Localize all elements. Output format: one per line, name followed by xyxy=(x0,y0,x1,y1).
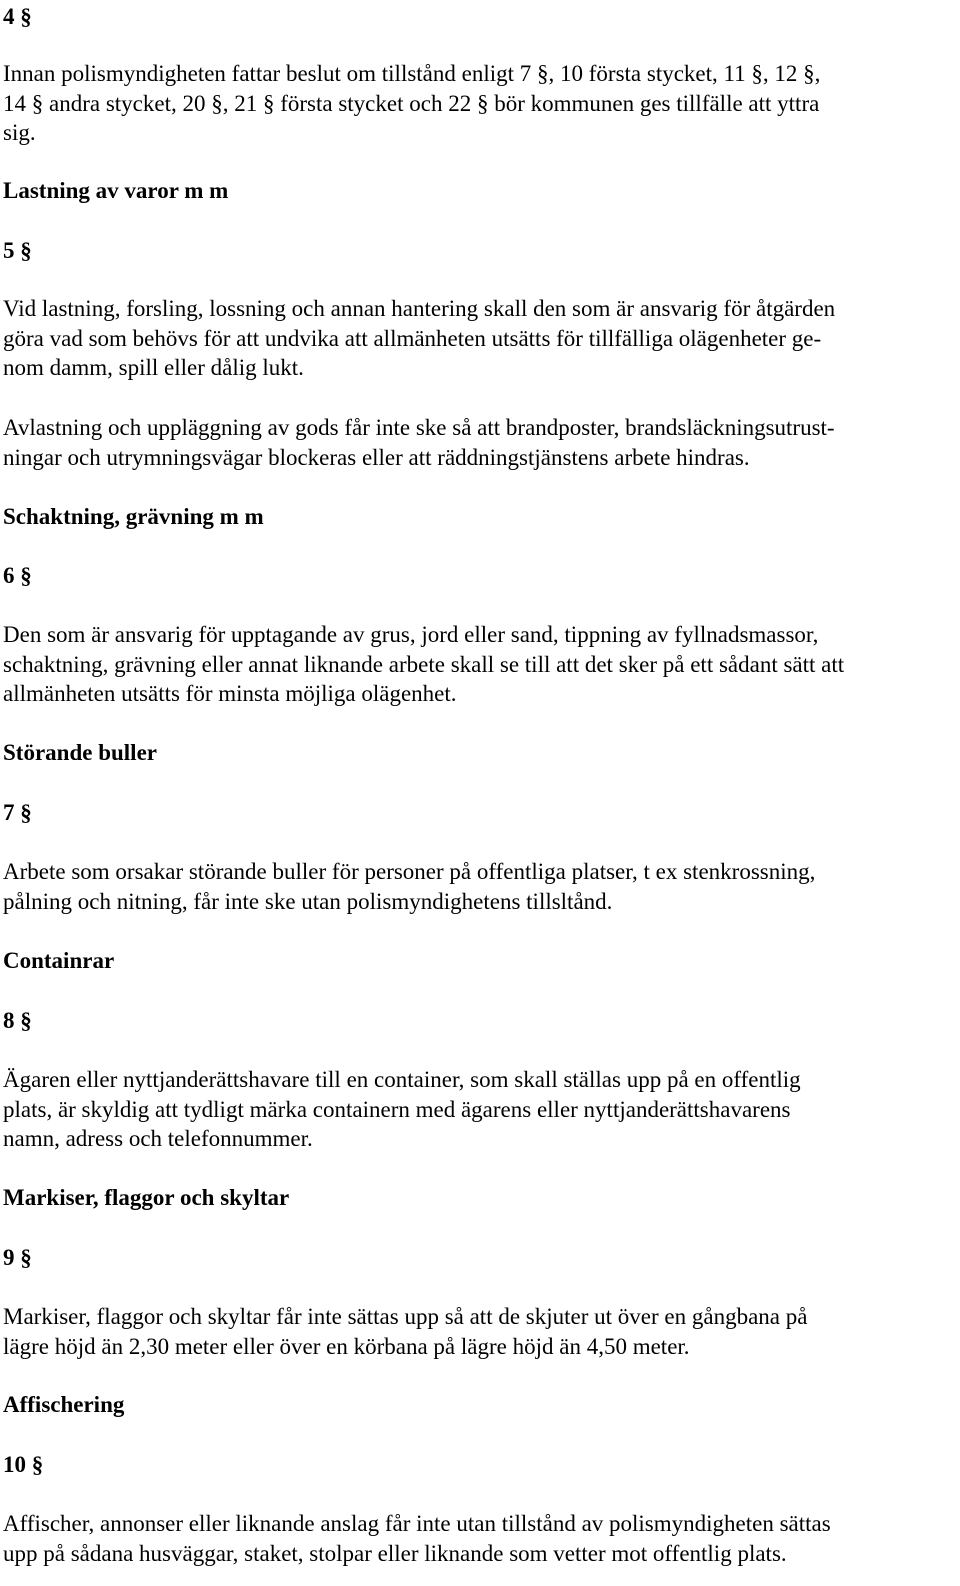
text-line: Markiser, flaggor och skyltar xyxy=(3,1185,290,1210)
paragraph-number-7 xyxy=(3,798,953,828)
text-line: Störande buller xyxy=(3,740,157,765)
text-line: göra vad som behövs för att undvika att allmänheten utsätts för tillfälliga olägenheter ge- xyxy=(3,325,822,351)
text-line: 7 § xyxy=(3,800,32,825)
section-heading-lastning xyxy=(3,176,953,206)
text-line: Arbete som orsakar störande buller för personer på offentliga platser, t ex stenkrossning, xyxy=(3,859,816,884)
section-heading-schaktning xyxy=(3,502,953,532)
paragraph-number-5 xyxy=(3,236,953,266)
text-line: 10 § xyxy=(3,1452,44,1477)
text-line: 14 § andra stycket, 20 §, 21 § första stycket och 22 § bör kommunen ges tillfälle att yttra xyxy=(3,90,820,116)
section-heading-markiser xyxy=(3,1183,953,1213)
text-line: Affischering xyxy=(3,1392,125,1417)
text-line: Markiser, flaggor och skyltar får inte sättas upp så att de skjuter ut över en gångbana på xyxy=(3,1304,808,1329)
section-heading-containrar xyxy=(3,946,953,976)
paragraph-text-9 xyxy=(3,1302,953,1361)
paragraph-text-5b xyxy=(3,413,953,472)
text-line: 5 § xyxy=(3,238,32,263)
paragraph-number-10 xyxy=(3,1450,953,1480)
paragraph-number-9 xyxy=(3,1243,953,1273)
text-line: Affischer, annonser eller liknande anslag får inte utan tillstånd av polismyndigheten sättas xyxy=(3,1511,831,1536)
paragraph-text-4 xyxy=(3,59,953,148)
section-heading-affischering xyxy=(3,1390,953,1420)
text-line: schaktning, grävning eller annat liknande arbete skall se till att det sker på ett sådant sätt att xyxy=(3,651,845,677)
text-line: nom damm, spill eller dålig lukt. xyxy=(3,355,304,380)
paragraph-text-5a xyxy=(3,294,953,383)
text-line: Containrar xyxy=(3,948,115,973)
text-line: Lastning av varor m m xyxy=(3,178,229,203)
text-line: allmänheten utsätts för minsta möjliga olägenhet. xyxy=(3,681,457,706)
text-line: 9 § xyxy=(3,1245,32,1270)
text-line: Innan polismyndigheten fattar beslut om tillstånd enligt 7 §, 10 första stycket, 11 §, 12 §, xyxy=(3,61,821,86)
text-line: lägre höjd än 2,30 meter eller över en körbana på lägre höjd än 4,50 meter. xyxy=(3,1333,690,1359)
text-line: 4 § xyxy=(3,4,32,29)
paragraph-text-8 xyxy=(3,1065,953,1154)
paragraph-text-7 xyxy=(3,857,953,916)
section-heading-buller xyxy=(3,738,953,768)
text-line: namn, adress och telefonnummer. xyxy=(3,1126,313,1151)
text-line: Schaktning, grävning m m xyxy=(3,504,264,529)
text-line: pålning och nitning, får inte ske utan polismyndighetens tillsltånd. xyxy=(3,888,613,914)
text-line: sig. xyxy=(3,120,36,145)
paragraph-number-8 xyxy=(3,1006,953,1036)
paragraph-text-6 xyxy=(3,620,953,709)
text-line: Ägaren eller nyttjanderättshavare till en container, som skall ställas upp på en offentlig xyxy=(3,1067,801,1092)
text-line: Vid lastning, forsling, lossning och annan hantering skall den som är ansvarig för åtgärden xyxy=(3,296,836,321)
text-line: 6 § xyxy=(3,563,32,588)
text-line: plats, är skyldig att tydligt märka containern med ägarens eller nyttjanderättshavarens xyxy=(3,1096,791,1122)
text-line: ningar och utrymningsvägar blockeras eller att räddningstjänstens arbete hindras. xyxy=(3,444,750,470)
text-line: Avlastning och uppläggning av gods får inte ske så att brandposter, brandsläckningsutrust- xyxy=(3,415,835,440)
paragraph-text-10 xyxy=(3,1509,953,1568)
paragraph-number-4 xyxy=(3,2,953,32)
text-line: upp på sådana husväggar, staket, stolpar eller liknande som vetter mot offentlig plats. xyxy=(3,1540,787,1566)
text-line: Den som är ansvarig för upptagande av grus, jord eller sand, tippning av fyllnadsmassor, xyxy=(3,622,819,647)
text-line: 8 § xyxy=(3,1008,32,1033)
paragraph-number-6 xyxy=(3,561,953,591)
